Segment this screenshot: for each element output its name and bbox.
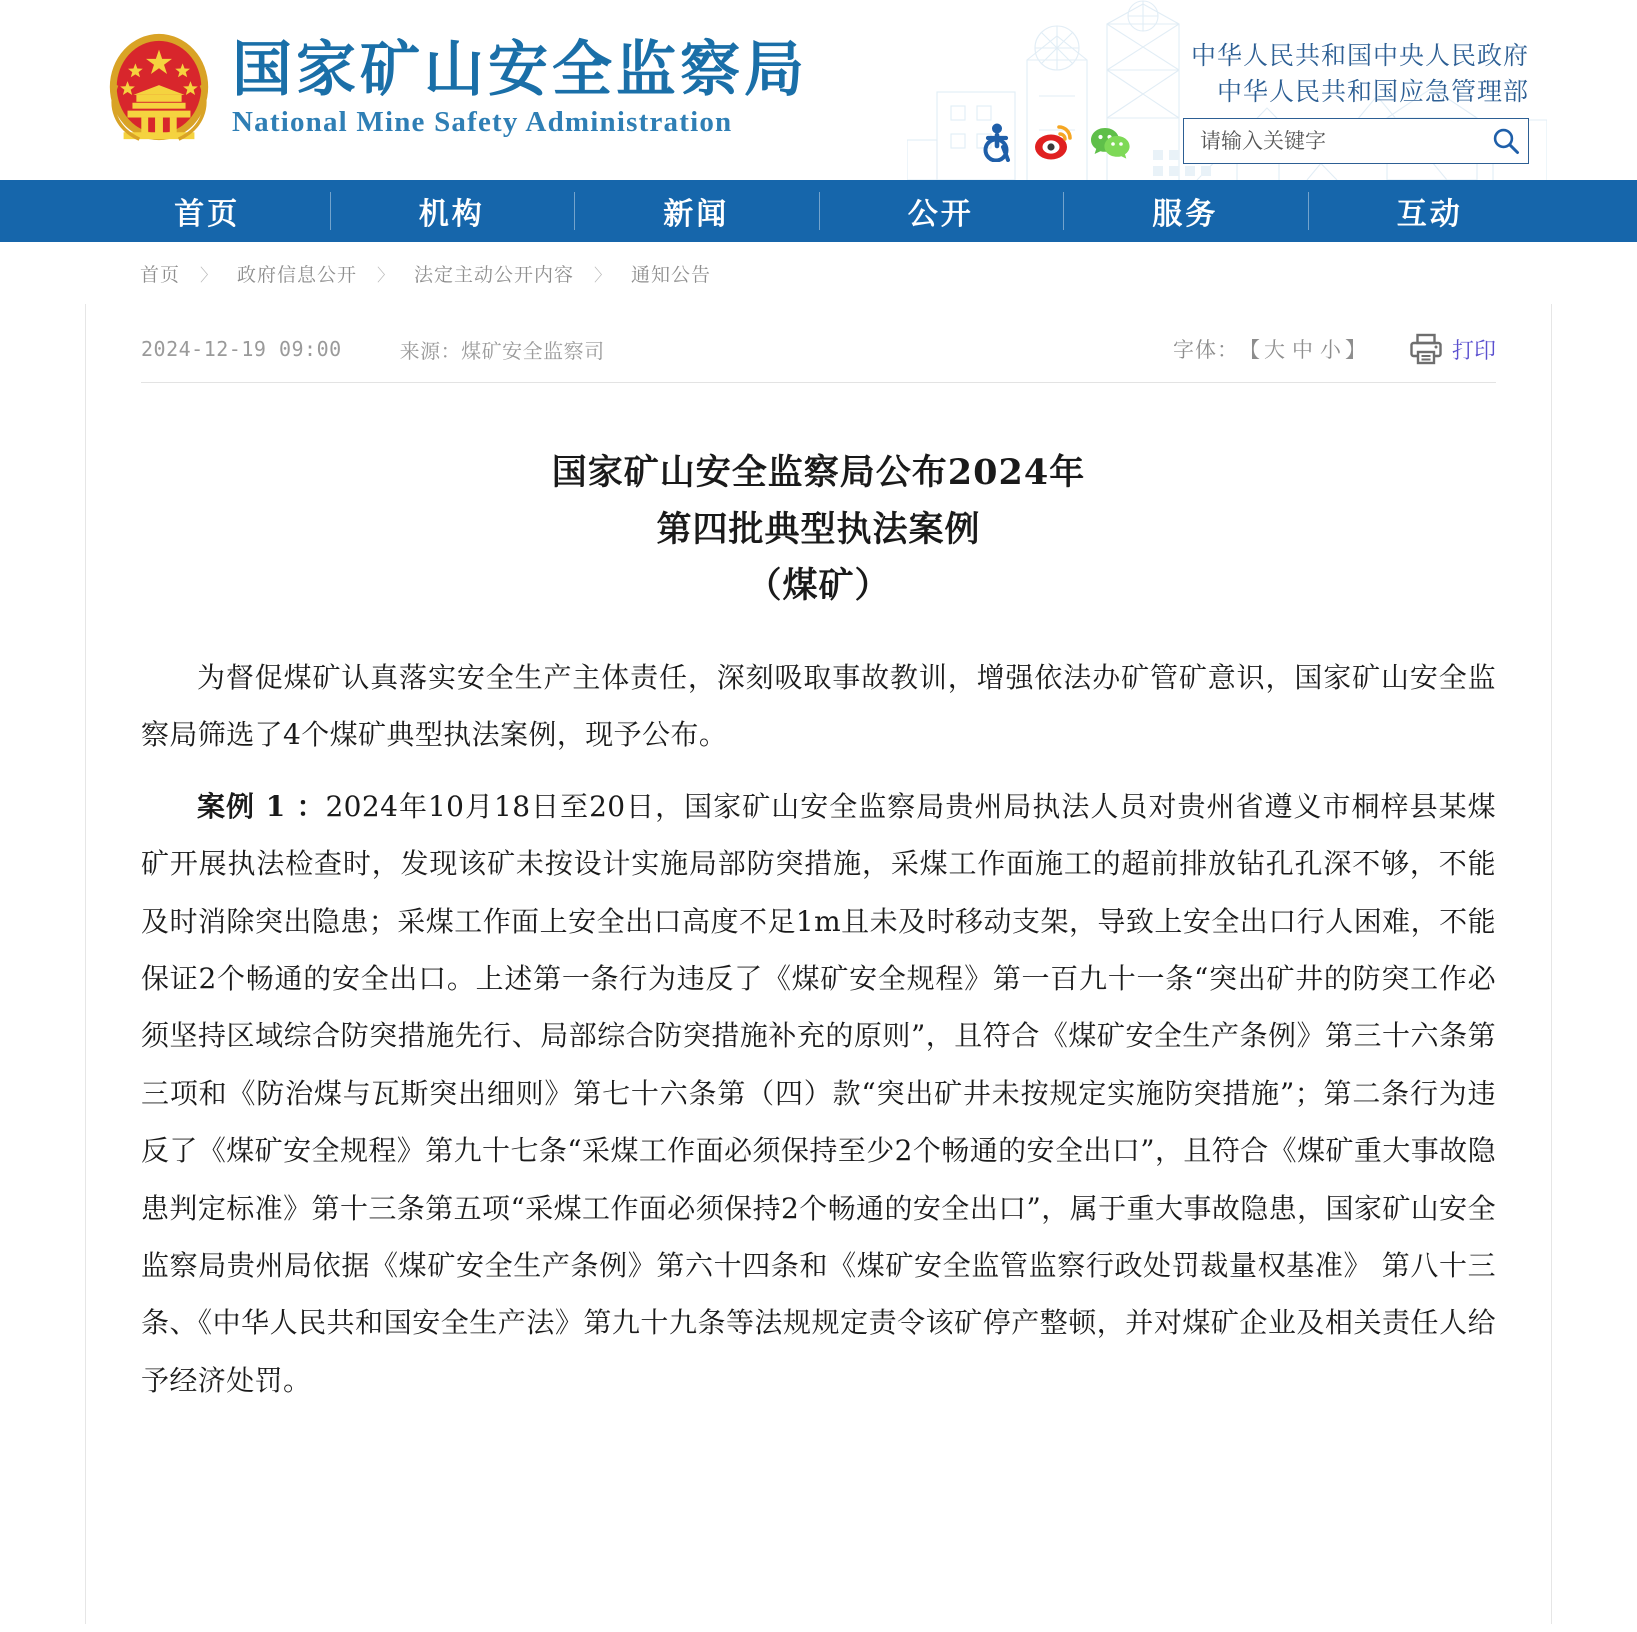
breadcrumb xyxy=(0,242,1637,304)
gov-affiliation-text xyxy=(1191,38,1529,111)
logo-title-cn: 国家矿山安全监察局 xyxy=(232,35,808,106)
article-paragraph-intro xyxy=(141,649,1496,764)
article-title-line-3: （煤矿） xyxy=(746,565,891,607)
print-label: 打印 xyxy=(1451,338,1496,364)
site-logo[interactable] xyxy=(100,30,808,148)
social-icon-row xyxy=(978,122,1130,162)
nav-items xyxy=(85,180,1552,242)
font-bracket-open: 【 xyxy=(1238,338,1261,362)
article-title-line-1: 国家矿山安全监察局公布2024年 xyxy=(551,452,1086,493)
nav-item-organization[interactable]: 机构 xyxy=(330,180,575,242)
breadcrumb-item-notice[interactable]: 通知公告 xyxy=(631,263,712,286)
gov-line-central: 中华人民共和国中央人民政府 xyxy=(1190,41,1529,70)
nav-item-services[interactable]: 服务 xyxy=(1063,180,1308,242)
breadcrumb-separator-icon: 〉 xyxy=(377,265,395,285)
search-button[interactable] xyxy=(1480,119,1532,163)
weibo-icon[interactable] xyxy=(1034,122,1074,162)
breadcrumb-item-gov-info[interactable]: 政府信息公开 xyxy=(237,263,358,286)
font-size-label: 字体： xyxy=(1172,338,1239,362)
nav-item-disclosure[interactable]: 公开 xyxy=(819,180,1064,242)
font-size-control xyxy=(1173,334,1367,364)
wechat-icon[interactable] xyxy=(1090,122,1130,162)
nav-item-home[interactable]: 首页 xyxy=(174,197,241,232)
font-bracket-close: 】 xyxy=(1344,338,1367,362)
search-box[interactable] xyxy=(1183,118,1529,164)
print-button[interactable] xyxy=(1409,332,1496,366)
breadcrumb-item-statutory[interactable]: 法定主动公开内容 xyxy=(414,263,575,286)
accessibility-icon[interactable] xyxy=(978,122,1018,162)
font-size-medium-button[interactable]: 中 xyxy=(1291,338,1314,362)
article-source: 来源：煤矿安全监察司 xyxy=(399,338,605,363)
paragraph-text: 为督促煤矿认真落实安全生产主体责任，深刻吸取事故教训，增强依法办矿管矿意识，国家矿山安全监察局筛选了4个煤矿典型执法案例，现予公布。 xyxy=(141,661,1496,752)
search-input[interactable] xyxy=(1184,119,1480,163)
font-size-small-button[interactable]: 小 xyxy=(1319,338,1342,362)
article-panel xyxy=(85,304,1552,1624)
breadcrumb-separator-icon: 〉 xyxy=(200,265,218,285)
article-tools xyxy=(1173,332,1496,366)
search-icon xyxy=(1492,127,1520,155)
main-navigation xyxy=(0,180,1637,242)
publish-date: 2024-12-19 09:00 xyxy=(141,337,342,361)
paragraph-lead: 案例 1 ： xyxy=(197,789,326,823)
gov-line-ministry: 中华人民共和国应急管理部 xyxy=(1216,77,1529,107)
article-paragraph-case-1 xyxy=(141,778,1496,1409)
article-meta-row xyxy=(141,304,1496,376)
nav-item-news[interactable]: 新闻 xyxy=(574,180,819,242)
logo-title-en: National Mine Safety Administration xyxy=(232,106,733,138)
article-title xyxy=(141,383,1496,615)
site-header xyxy=(0,0,1637,180)
article-title-line-2: 第四批典型执法案例 xyxy=(656,508,981,550)
printer-icon xyxy=(1409,332,1443,366)
paragraph-text: 2024年10月18日至20日，国家矿山安全监察局贵州局执法人员对贵州省遵义市桐梓县某煤矿开展执法检查时，发现该矿未按设计实施局部防突措施，采煤工作面施工的超前排放钻孔孔深不够，不能及时消除突出隐患；采煤工作面上安全出口高度不足1m且未及时移动支架，导致上安全出口行人困难，不能保证2个畅通的安全出口。上述第一条行为违反了《煤矿安全规程》第一百九十一条“突出矿井的防突工作必须坚持区域综合防突措施先行、局部综合防突措施补充的原则”，且符合《煤矿安全生产条例》第三十六条第三项和《防治煤与瓦斯突出细则》第七十六条第（四）款“突出矿井未按规定实施防突措施”；第二条行为违反了《煤矿安全规程》第九十七条“采煤工作面必须保持至少2个畅通的安全出口”，且符合《煤矿重大事故隐患判定标准》第十三条第五项“采煤工作面必须保持2个畅通的安全出口”，属于重大事故隐患，国家矿山安全监察局贵州局依据《煤矿安全生产条例》第六十四条和《煤矿安全监管监察行政处罚裁量权基准》 第八十三条、《中华人民共和国安全生产法》第九十九条等法规规定责令该矿停产整顿，并对煤矿企业及相关责任人给予经济处罚。 xyxy=(141,789,1496,1397)
national-emblem-icon xyxy=(100,30,218,148)
breadcrumb-separator-icon: 〉 xyxy=(594,265,612,285)
breadcrumb-item-home[interactable]: 首页 xyxy=(140,263,181,286)
nav-item-interaction[interactable]: 互动 xyxy=(1308,180,1553,242)
font-size-large-button[interactable]: 大 xyxy=(1263,338,1286,362)
article-body xyxy=(141,615,1496,1409)
